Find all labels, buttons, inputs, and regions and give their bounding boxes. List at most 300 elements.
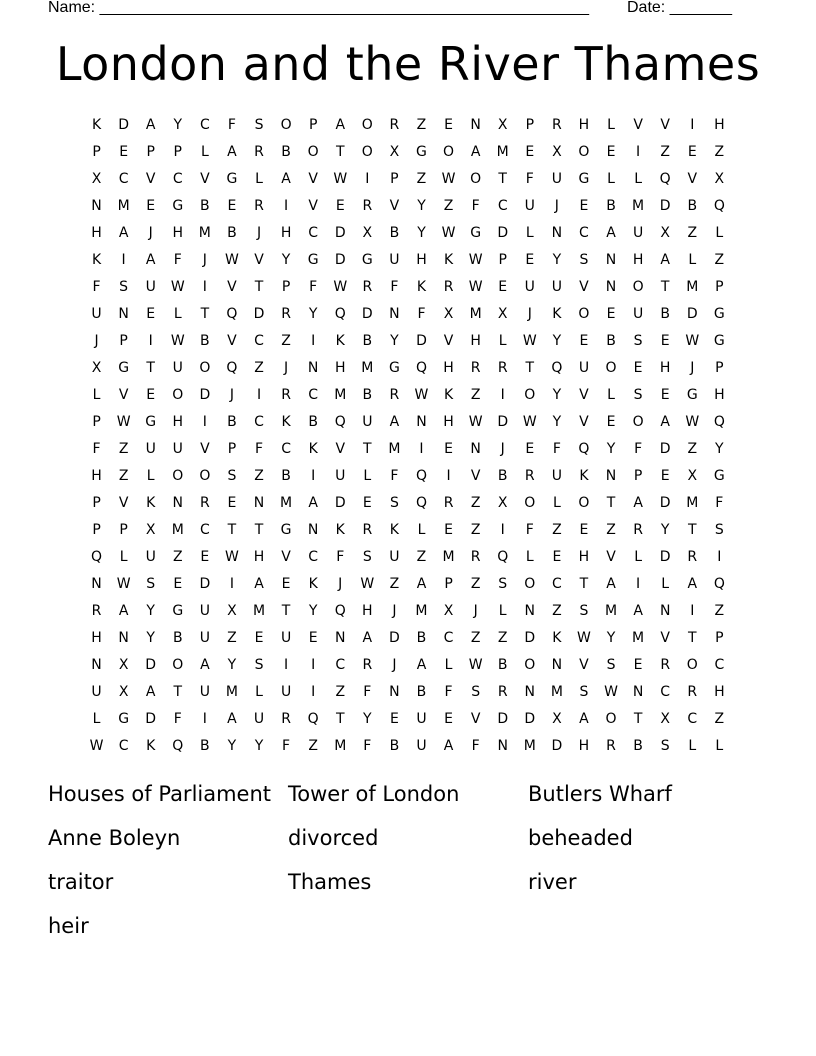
grid-letter: E (633, 657, 643, 673)
grid-letter: J (256, 225, 262, 241)
grid-letter: P (92, 495, 101, 511)
grid-letter: C (118, 171, 129, 187)
grid-letter: G (578, 171, 590, 187)
grid-letter: E (362, 495, 372, 511)
grid-letter: R (199, 495, 210, 511)
grid-letter: E (444, 117, 453, 133)
grid-letter: Y (308, 306, 318, 322)
grid-letter: I (202, 711, 207, 727)
grid-letter: L (363, 468, 372, 484)
grid-letter: U (389, 549, 400, 565)
grid-row (83, 438, 733, 465)
name-date-header (48, 0, 748, 20)
grid-letter: U (362, 414, 373, 430)
grid-letter: E (200, 549, 210, 565)
grid-letter: F (417, 306, 426, 322)
grid-letter: A (443, 738, 454, 754)
grid-letter: O (632, 279, 644, 295)
grid-letter: Q (334, 306, 346, 322)
grid-letter: K (335, 333, 345, 349)
grid-letter: H (659, 360, 671, 376)
grid-letter: W (685, 414, 700, 430)
grid-letter: S (146, 576, 156, 592)
grid-letter: M (388, 441, 401, 457)
word-list-item: river (528, 870, 577, 894)
grid-letter: V (579, 279, 589, 295)
grid-letter: W (360, 576, 375, 592)
grid-letter: S (633, 333, 643, 349)
grid-letter: T (335, 711, 345, 727)
grid-letter: O (524, 387, 536, 403)
grid-letter: L (255, 684, 263, 700)
word-list-item: heir (48, 914, 89, 938)
grid-letter: U (199, 684, 210, 700)
grid-letter: C (660, 684, 671, 700)
grid-letter: Z (254, 360, 264, 376)
grid-letter: C (579, 225, 589, 241)
grid-letter: B (227, 414, 237, 430)
grid-letter: X (362, 225, 373, 241)
grid-letter: C (308, 225, 319, 241)
grid-letter: D (199, 387, 211, 403)
grid-letter: A (470, 144, 481, 160)
grid-letter: W (333, 279, 348, 295)
grid-letter: V (308, 171, 318, 187)
grid-letter: W (685, 333, 700, 349)
grid-letter: W (468, 657, 483, 673)
grid-letter: M (415, 603, 428, 619)
grid-letter: C (254, 414, 264, 430)
grid-letter: L (255, 171, 263, 187)
grid-letter: R (497, 360, 508, 376)
word-list-item: Houses of Parliament (48, 782, 272, 806)
grid-letter: E (335, 198, 345, 214)
grid-letter: X (118, 657, 129, 673)
grid-letter: G (416, 144, 427, 160)
grid-letter: N (659, 603, 671, 619)
grid-letter: B (281, 144, 291, 160)
grid-letter: U (145, 549, 156, 565)
grid-letter: I (500, 522, 505, 538)
grid-letter: D (334, 495, 346, 511)
grid-letter: Y (715, 441, 724, 457)
grid-letter: S (254, 657, 264, 673)
grid-letter: X (497, 306, 508, 322)
grid-letter: W (333, 171, 348, 187)
grid-letter: Z (470, 630, 481, 646)
grid-letter: I (717, 549, 722, 565)
grid-letter: P (173, 144, 182, 160)
grid-letter: E (281, 576, 291, 592)
grid-letter: V (281, 549, 291, 565)
grid-letter: D (497, 414, 509, 430)
grid-letter: K (579, 468, 589, 484)
grid-letter: H (714, 684, 725, 700)
grid-letter: N (524, 603, 536, 619)
grid-letter: G (172, 603, 184, 619)
grid-letter: Q (415, 495, 427, 511)
grid-letter: U (632, 225, 644, 241)
grid-letter: D (659, 495, 671, 511)
grid-letter: I (284, 198, 289, 214)
grid-letter: J (690, 360, 695, 376)
grid-letter: B (497, 468, 508, 484)
grid-letter: Y (227, 657, 237, 673)
grid-letter: V (118, 495, 129, 511)
grid-letter: T (687, 522, 697, 538)
grid-letter: Q (713, 576, 725, 592)
grid-letter: P (525, 117, 535, 133)
grid-letter: D (334, 225, 346, 241)
grid-row (83, 141, 733, 168)
grid-letter: Y (552, 333, 562, 349)
grid-letter: F (444, 684, 453, 700)
grid-letter: T (633, 711, 643, 727)
grid-letter: U (199, 603, 210, 619)
grid-letter: Z (254, 468, 264, 484)
grid-letter: X (552, 711, 562, 727)
grid-letter: N (118, 306, 129, 322)
grid-letter: Y (417, 225, 426, 241)
grid-letter: U (91, 306, 102, 322)
grid-letter: X (497, 495, 508, 511)
grid-letter: O (172, 387, 184, 403)
grid-letter: H (91, 630, 102, 646)
grid-letter: U (578, 360, 590, 376)
grid-letter: F (471, 198, 480, 214)
grid-letter: Z (552, 603, 562, 619)
grid-letter: V (389, 198, 400, 214)
grid-letter: V (660, 117, 670, 133)
grid-letter: R (281, 711, 291, 727)
grid-letter: E (146, 387, 156, 403)
grid-letter: V (254, 252, 264, 268)
grid-letter: Q (551, 360, 563, 376)
grid-letter: D (199, 576, 211, 592)
grid-letter: B (281, 468, 291, 484)
grid-letter: F (471, 738, 480, 754)
grid-row (83, 465, 733, 492)
grid-letter: K (443, 252, 454, 268)
grid-letter: N (307, 522, 319, 538)
grid-letter: Y (281, 252, 291, 268)
grid-letter: Z (172, 549, 183, 565)
grid-letter: Y (552, 387, 562, 403)
grid-letter: Z (118, 468, 129, 484)
grid-row (83, 519, 733, 546)
grid-letter: O (470, 171, 482, 187)
grid-letter: Y (606, 630, 616, 646)
grid-letter: P (498, 252, 507, 268)
grid-letter: J (527, 306, 532, 322)
grid-letter: L (634, 171, 642, 187)
grid-letter: X (443, 306, 454, 322)
grid-letter: V (200, 441, 210, 457)
grid-letter: B (308, 414, 318, 430)
grid-letter: K (389, 522, 399, 538)
grid-letter: Q (91, 549, 103, 565)
grid-letter: R (497, 684, 508, 700)
grid-letter: H (91, 225, 102, 241)
grid-letter: F (336, 549, 345, 565)
grid-letter: P (715, 630, 724, 646)
grid-letter: W (116, 576, 131, 592)
grid-letter: M (171, 522, 184, 538)
grid-letter: C (172, 171, 183, 187)
grid-letter: Y (552, 414, 562, 430)
grid-letter: P (92, 144, 101, 160)
grid-letter: F (525, 171, 534, 187)
grid-letter: R (552, 117, 562, 133)
grid-letter: A (145, 117, 156, 133)
grid-letter: I (446, 468, 451, 484)
grid-letter: M (442, 549, 455, 565)
grid-letter: Q (172, 738, 184, 754)
grid-letter: A (579, 711, 589, 727)
grid-letter: Q (497, 549, 509, 565)
grid-letter: X (660, 711, 670, 727)
grid-letter: E (579, 333, 589, 349)
grid-letter: R (389, 387, 400, 403)
grid-letter: J (500, 441, 505, 457)
grid-letter: J (392, 657, 397, 673)
grid-letter: B (200, 198, 210, 214)
grid-letter: C (335, 657, 346, 673)
grid-letter: Z (308, 738, 318, 754)
grid-letter: O (361, 144, 373, 160)
grid-letter: J (94, 333, 99, 349)
grid-letter: I (148, 333, 153, 349)
grid-letter: Y (363, 711, 372, 727)
grid-row (83, 168, 733, 195)
grid-letter: R (660, 657, 671, 673)
grid-letter: U (172, 360, 183, 376)
grid-letter: D (361, 306, 373, 322)
grid-letter: W (468, 252, 483, 268)
grid-letter: A (687, 576, 698, 592)
grid-letter: G (713, 333, 725, 349)
grid-row (83, 357, 733, 384)
grid-letter: Y (606, 441, 616, 457)
grid-letter: L (688, 252, 697, 268)
grid-letter: O (280, 117, 292, 133)
grid-letter: V (227, 279, 237, 295)
grid-letter: G (226, 171, 238, 187)
grid-letter: M (225, 684, 238, 700)
grid-letter: N (91, 576, 102, 592)
grid-letter: V (227, 333, 237, 349)
grid-letter: Z (552, 522, 562, 538)
grid-letter: F (92, 279, 101, 295)
grid-letter: N (605, 468, 617, 484)
grid-letter: N (335, 630, 346, 646)
grid-letter: A (118, 603, 129, 619)
grid-letter: N (497, 738, 508, 754)
grid-letter: B (389, 738, 400, 754)
grid-letter: D (416, 333, 427, 349)
grid-letter: N (91, 657, 102, 673)
page-title: London and the River Thames (55, 37, 761, 91)
grid-letter: K (552, 306, 562, 322)
grid-letter: F (309, 279, 318, 295)
grid-letter: W (170, 333, 185, 349)
grid-letter: P (119, 522, 128, 538)
grid-letter: X (227, 603, 237, 619)
grid-letter: X (497, 117, 508, 133)
date-field-label: Date: _______ (627, 0, 732, 16)
grid-letter: U (389, 252, 400, 268)
grid-letter: D (145, 657, 157, 673)
grid-letter: S (254, 117, 264, 133)
grid-letter: Z (389, 576, 400, 592)
grid-letter: R (362, 657, 373, 673)
grid-letter: I (311, 333, 316, 349)
grid-letter: G (145, 414, 157, 430)
grid-letter: R (470, 360, 481, 376)
grid-letter: D (659, 441, 671, 457)
grid-letter: Y (417, 198, 426, 214)
grid-letter: M (632, 198, 645, 214)
grid-letter: V (470, 468, 481, 484)
grid-letter: I (419, 441, 424, 457)
grid-letter: H (172, 225, 184, 241)
grid-letter: W (522, 414, 537, 430)
grid-letter: L (200, 144, 209, 160)
grid-letter: H (91, 468, 102, 484)
grid-letter: S (714, 522, 724, 538)
grid-letter: W (89, 738, 104, 754)
grid-letter: P (92, 522, 101, 538)
grid-letter: T (335, 144, 345, 160)
grid-letter: N (551, 225, 563, 241)
grid-letter: U (335, 468, 346, 484)
grid-letter: X (145, 522, 156, 538)
grid-letter: F (173, 252, 182, 268)
grid-letter: C (551, 576, 562, 592)
grid-letter: J (392, 603, 397, 619)
grid-letter: G (686, 387, 698, 403)
word-list-item: Thames (288, 870, 372, 894)
grid-letter: O (361, 117, 373, 133)
grid-letter: A (416, 657, 427, 673)
grid-letter: K (281, 414, 291, 430)
grid-letter: L (525, 549, 534, 565)
grid-row (83, 195, 733, 222)
grid-letter: Q (713, 414, 725, 430)
grid-letter: H (714, 117, 725, 133)
grid-letter: O (578, 306, 590, 322)
word-list-item: Anne Boleyn (48, 826, 181, 850)
grid-letter: L (92, 387, 101, 403)
grid-letter: T (687, 630, 697, 646)
grid-letter: L (498, 603, 507, 619)
grid-row (83, 249, 733, 276)
grid-letter: B (362, 387, 373, 403)
grid-letter: I (690, 603, 695, 619)
grid-letter: F (92, 441, 101, 457)
grid-letter: W (441, 225, 456, 241)
grid-letter: D (659, 549, 671, 565)
grid-letter: H (632, 252, 644, 268)
grid-letter: G (172, 198, 184, 214)
grid-letter: T (579, 576, 589, 592)
grid-letter: K (146, 738, 156, 754)
grid-letter: G (361, 252, 373, 268)
grid-letter: J (284, 360, 289, 376)
grid-letter: O (632, 414, 644, 430)
grid-row (83, 384, 733, 411)
grid-letter: E (254, 630, 264, 646)
grid-letter: X (91, 360, 102, 376)
grid-letter: Y (254, 738, 264, 754)
grid-letter: R (470, 549, 481, 565)
grid-letter: B (389, 225, 400, 241)
grid-letter: X (443, 603, 454, 619)
grid-row (83, 627, 733, 654)
grid-letter: P (308, 117, 318, 133)
grid-letter: E (146, 198, 156, 214)
name-field-label: Name: _______________________________________________________ (48, 0, 589, 16)
grid-letter: S (660, 738, 670, 754)
grid-letter: W (604, 684, 618, 700)
grid-letter: O (307, 144, 319, 160)
grid-letter: U (199, 630, 210, 646)
grid-letter: Z (443, 198, 454, 214)
grid-letter: N (389, 306, 400, 322)
grid-letter: T (146, 360, 155, 376)
grid-letter: Z (416, 117, 427, 133)
grid-letter: E (444, 711, 453, 727)
grid-letter: M (469, 306, 482, 322)
grid-letter: R (443, 279, 454, 295)
grid-letter: O (199, 360, 211, 376)
grid-letter: Z (497, 630, 508, 646)
grid-letter: C (308, 387, 319, 403)
grid-letter: I (256, 387, 262, 403)
grid-letter: R (254, 198, 264, 214)
word-list-item: Butlers Wharf (528, 782, 672, 806)
grid-letter: N (118, 630, 129, 646)
grid-letter: O (443, 144, 455, 160)
grid-letter: O (524, 657, 536, 673)
grid-letter: D (686, 306, 698, 322)
grid-letter: C (687, 711, 698, 727)
grid-letter: K (146, 495, 156, 511)
grid-letter: O (199, 468, 211, 484)
grid-letter: U (280, 684, 292, 700)
grid-letter: E (660, 333, 670, 349)
grid-letter: I (311, 684, 316, 700)
grid-letter: A (227, 144, 237, 160)
grid-letter: G (713, 468, 725, 484)
grid-letter: F (634, 441, 643, 457)
grid-letter: Z (281, 333, 291, 349)
grid-letter: Z (687, 441, 698, 457)
grid-letter: H (578, 738, 590, 754)
grid-letter: Z (470, 495, 481, 511)
grid-letter: L (173, 306, 182, 322)
grid-letter: N (389, 684, 400, 700)
grid-letter: J (229, 387, 234, 403)
grid-letter: V (443, 333, 454, 349)
grid-letter: R (606, 738, 616, 754)
grid-letter: A (335, 117, 346, 133)
grid-letter: T (254, 279, 264, 295)
grid-letter: X (552, 144, 562, 160)
grid-letter: I (202, 414, 207, 430)
grid-letter: W (116, 414, 131, 430)
grid-letter: K (443, 387, 454, 403)
